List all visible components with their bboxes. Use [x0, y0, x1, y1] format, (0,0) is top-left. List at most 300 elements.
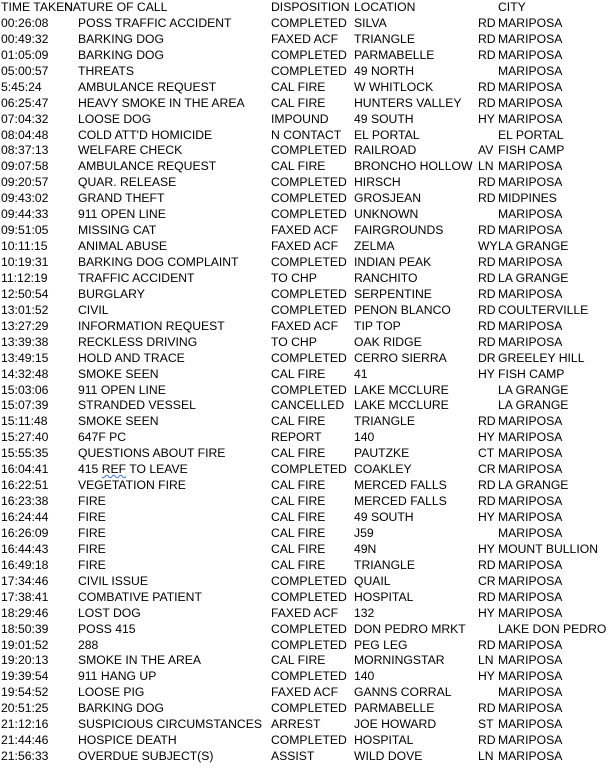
street-suffix: RD [478, 589, 496, 604]
call-nature: COMBATIVE PATIENT [78, 589, 202, 604]
call-city: LA GRANGE [498, 398, 569, 413]
call-disposition: FAXED ACF [271, 685, 339, 700]
table-row [0, 701, 614, 717]
call-time: 11:12:19 [1, 270, 48, 285]
street-suffix: LN [478, 653, 494, 668]
call-nature: 911 OPEN LINE [78, 382, 166, 397]
call-city: MARIPOSA [498, 159, 563, 174]
street-suffix: RD [478, 478, 496, 493]
table-row [0, 414, 614, 430]
street-suffix: RD [478, 270, 496, 285]
call-location: TIP TOP [354, 318, 401, 333]
call-nature: POSS TRAFFIC ACCIDENT [78, 15, 232, 30]
call-time: 18:50:39 [1, 621, 49, 636]
call-location: 49 SOUTH [354, 111, 414, 126]
call-disposition: TO CHP [271, 334, 317, 349]
call-disposition: COMPLETED [271, 621, 347, 636]
call-nature: WELFARE CHECK [78, 143, 183, 158]
call-disposition: COMPLETED [271, 286, 347, 301]
call-nature: 415 REF TO LEAVE [78, 462, 188, 477]
call-nature: OVERDUE SUBJECT(S) [78, 749, 214, 764]
table-row [0, 255, 614, 271]
call-time: 21:12:16 [1, 717, 49, 732]
call-nature: THREATS [78, 63, 134, 78]
call-nature: VEGETATION FIRE [78, 478, 186, 493]
call-disposition: COMPLETED [271, 382, 347, 397]
call-disposition: CAL FIRE [271, 79, 326, 94]
call-location: HIRSCH [354, 175, 401, 190]
call-time: 13:27:29 [1, 318, 49, 333]
call-time: 09:51:05 [1, 223, 49, 238]
call-location: J59 [354, 525, 374, 540]
call-location: PEG LEG [354, 637, 408, 652]
call-time: 06:25:47 [1, 95, 49, 110]
street-suffix: RD [478, 47, 496, 62]
call-city: LA GRANGE [498, 270, 569, 285]
call-time: 16:22:51 [1, 478, 49, 493]
call-time: 05:00:57 [1, 63, 49, 78]
header-location: LOCATION [354, 0, 416, 14]
call-time: 09:43:02 [1, 191, 49, 206]
table-row [0, 303, 614, 319]
call-location: W WHITLOCK [354, 79, 434, 94]
call-time: 16:26:09 [1, 525, 49, 540]
call-time: 07:04:32 [1, 111, 49, 126]
call-location: 132 [354, 605, 375, 620]
table-row [0, 398, 614, 414]
call-nature: ANIMAL ABUSE [78, 239, 167, 254]
table-row [0, 239, 614, 255]
call-location: 140 [354, 669, 375, 684]
table-row [0, 638, 614, 654]
call-city: LAKE DON PEDRO [498, 621, 607, 636]
table-row [0, 319, 614, 335]
street-suffix: RD [478, 175, 496, 190]
table-row [0, 80, 614, 96]
call-location: 49N [354, 541, 377, 556]
call-time: 00:49:32 [1, 31, 49, 46]
street-suffix: RD [478, 31, 496, 46]
call-disposition: COMPLETED [271, 255, 347, 269]
table-row [0, 446, 614, 462]
call-nature: FIRE [78, 557, 106, 572]
call-location: PAUTZKE [354, 446, 410, 461]
call-nature: SMOKE SEEN [78, 366, 159, 381]
table-row [0, 143, 614, 159]
table-row [0, 48, 614, 64]
call-nature: LOST DOG [78, 605, 141, 620]
call-city: MARIPOSA [498, 79, 563, 94]
call-nature: FIRE [78, 494, 106, 509]
call-location: PARMABELLE [354, 47, 435, 62]
street-suffix: CR [478, 462, 496, 477]
call-nature: BURGLARY [78, 286, 145, 301]
call-nature: 288 [78, 637, 99, 652]
call-disposition: CAL FIRE [271, 159, 326, 174]
call-time: 16:23:38 [1, 494, 49, 509]
street-suffix: ST [478, 717, 494, 732]
call-time: 08:37:13 [1, 143, 49, 158]
table-row [0, 542, 614, 558]
call-time: 21:56:33 [1, 749, 49, 764]
header-city: CITY [498, 0, 526, 14]
call-nature: LOOSE DOG [78, 111, 152, 126]
street-suffix: RD [478, 414, 496, 429]
call-time: 09:07:58 [1, 159, 49, 174]
call-nature: BARKING DOG [78, 47, 165, 62]
call-location: TRIANGLE [354, 414, 415, 429]
table-row [0, 207, 614, 223]
call-city: MARIPOSA [498, 175, 563, 190]
call-disposition: COMPLETED [271, 143, 347, 158]
call-nature: 911 HANG UP [78, 669, 157, 684]
street-suffix: CR [478, 573, 496, 588]
call-city: MARIPOSA [498, 95, 563, 110]
call-disposition: COMPLETED [271, 15, 347, 30]
call-nature: CIVIL ISSUE [78, 573, 148, 588]
table-row [0, 32, 614, 48]
street-suffix: HY [478, 605, 495, 620]
table-row [0, 717, 614, 733]
call-time: 14:32:48 [1, 366, 49, 381]
call-city: MARIPOSA [498, 653, 563, 668]
call-location: WILD DOVE [354, 749, 423, 764]
call-time: 19:20:13 [1, 653, 49, 668]
call-disposition: COMPLETED [271, 63, 347, 78]
street-suffix: RD [478, 302, 496, 317]
table-row [0, 669, 614, 685]
call-time: 19:01:52 [1, 637, 49, 652]
call-nature: AMBULANCE REQUEST [78, 79, 217, 94]
call-disposition: COMPLETED [271, 47, 347, 62]
table-row [0, 749, 614, 765]
street-suffix: RD [478, 334, 496, 349]
call-nature: AMBULANCE REQUEST [78, 159, 217, 174]
call-city: MARIPOSA [498, 701, 563, 716]
call-disposition: ASSIST [271, 749, 315, 764]
call-city: MARIPOSA [498, 557, 563, 572]
call-nature: SUSPICIOUS CIRCUMSTANCES [78, 717, 262, 732]
call-time: 21:44:46 [1, 733, 49, 748]
call-nature: FIRE [78, 541, 106, 556]
table-row [0, 653, 614, 669]
call-time: 15:27:40 [1, 430, 49, 445]
call-disposition: FAXED ACF [271, 318, 339, 333]
call-city: MARIPOSA [498, 685, 563, 700]
call-disposition: CAL FIRE [271, 557, 326, 572]
call-city: LA GRANGE [498, 478, 569, 493]
call-city: LA GRANGE [498, 382, 569, 397]
table-row [0, 733, 614, 749]
street-suffix: RD [478, 733, 496, 748]
street-suffix: RD [478, 286, 496, 301]
street-suffix: HY [478, 541, 495, 556]
call-location: SERPENTINE [354, 286, 432, 301]
street-suffix: HY [478, 669, 495, 684]
header-nature: NATURE OF CALL [64, 0, 168, 14]
call-time: 19:39:54 [1, 669, 49, 684]
call-city: MARIPOSA [498, 637, 563, 652]
call-location: BRONCHO HOLLOW [354, 159, 473, 174]
call-time: 10:19:31 [1, 255, 49, 269]
street-suffix: RD [478, 701, 496, 716]
call-time: 15:55:35 [1, 446, 49, 461]
table-row [0, 351, 614, 367]
call-disposition: COMPLETED [271, 733, 347, 748]
call-city: MARIPOSA [498, 510, 563, 524]
call-disposition: CAL FIRE [271, 525, 326, 540]
call-location: DON PEDRO MRKT [354, 621, 466, 636]
call-location: SILVA [354, 15, 387, 30]
street-suffix: HY [478, 111, 495, 126]
call-location: LAKE MCCLURE [354, 382, 449, 397]
call-city: MARIPOSA [498, 318, 563, 333]
call-disposition: COMPLETED [271, 701, 347, 716]
call-city: MIDPINES [498, 191, 557, 206]
call-disposition: COMPLETED [271, 191, 347, 206]
call-nature: SMOKE SEEN [78, 414, 159, 429]
call-location: GROSJEAN [354, 191, 422, 206]
call-nature: POSS 415 [78, 621, 136, 636]
street-suffix: RD [478, 637, 496, 652]
call-disposition: COMPLETED [271, 462, 347, 477]
call-nature: GRAND THEFT [78, 191, 165, 206]
call-city: FISH CAMP [498, 366, 565, 381]
call-disposition: CAL FIRE [271, 478, 326, 493]
call-location: RANCHITO [354, 270, 418, 285]
call-rows [0, 16, 614, 765]
table-row [0, 175, 614, 191]
call-disposition: COMPLETED [271, 589, 347, 604]
call-time: 12:50:54 [1, 286, 49, 301]
call-city: MARIPOSA [498, 207, 563, 222]
call-location: CERRO SIERRA [354, 350, 447, 365]
call-nature: BARKING DOG COMPLAINT [78, 255, 239, 269]
table-row [0, 159, 614, 175]
call-location: JOE HOWARD [354, 717, 437, 732]
call-nature: FIRE [78, 525, 106, 540]
call-nature: HEAVY SMOKE IN THE AREA [78, 95, 245, 110]
call-city: MARIPOSA [498, 669, 563, 684]
call-disposition: COMPLETED [271, 350, 347, 365]
call-city: MARIPOSA [498, 111, 563, 126]
table-row [0, 191, 614, 207]
call-nature: QUESTIONS ABOUT FIRE [78, 446, 226, 461]
call-time: 13:39:38 [1, 334, 49, 349]
call-location: MERCED FALLS [354, 494, 447, 509]
call-location: 49 NORTH [354, 63, 415, 78]
call-time: 08:04:48 [1, 127, 49, 142]
call-city: MARIPOSA [498, 446, 563, 461]
call-city: MARIPOSA [498, 15, 563, 30]
call-city: MARIPOSA [498, 255, 563, 269]
table-row [0, 287, 614, 303]
street-suffix: RD [478, 191, 496, 206]
table-row [0, 128, 614, 144]
call-city: MARIPOSA [498, 334, 563, 349]
table-row [0, 574, 614, 590]
call-disposition: IMPOUND [271, 111, 329, 126]
call-disposition: FAXED ACF [271, 605, 339, 620]
call-time: 09:44:33 [1, 207, 49, 222]
call-nature: LOOSE PIG [78, 685, 145, 700]
call-city: LA GRANGE [498, 239, 569, 254]
street-suffix: CT [478, 446, 495, 461]
call-time: 09:20:57 [1, 175, 49, 190]
street-suffix: HY [478, 430, 495, 445]
table-row [0, 510, 614, 526]
call-city: MARIPOSA [498, 733, 563, 748]
call-time: 10:11:15 [1, 239, 48, 254]
call-location: QUAIL [354, 573, 391, 588]
call-nature: BARKING DOG [78, 31, 165, 46]
call-location: UNKNOWN [354, 207, 419, 222]
call-time: 13:01:52 [1, 302, 49, 317]
call-city: EL PORTAL [498, 127, 564, 142]
call-time: 13:49:15 [1, 350, 49, 365]
call-location: MERCED FALLS [354, 478, 447, 493]
street-suffix: RD [478, 255, 496, 269]
call-nature: 911 OPEN LINE [78, 207, 166, 222]
call-disposition: ARREST [271, 717, 321, 732]
call-nature: HOSPICE DEATH [78, 733, 177, 748]
street-suffix: RD [478, 79, 496, 94]
table-row [0, 383, 614, 399]
call-nature: TRAFFIC ACCIDENT [78, 270, 195, 285]
call-time: 16:44:43 [1, 541, 49, 556]
call-time: 19:54:52 [1, 685, 49, 700]
call-disposition: TO CHP [271, 270, 317, 285]
header-disposition: DISPOSITION [271, 0, 350, 14]
call-disposition: N CONTACT [271, 127, 342, 142]
call-disposition: COMPLETED [271, 175, 347, 190]
table-row [0, 64, 614, 80]
call-location: PENON BLANCO [354, 302, 451, 317]
call-disposition: CAL FIRE [271, 366, 326, 381]
call-time: 15:03:06 [1, 382, 49, 397]
header-time: TIME TAKEN [1, 0, 74, 14]
call-city: FISH CAMP [498, 143, 565, 158]
street-suffix: LN [478, 159, 494, 174]
call-disposition: CAL FIRE [271, 494, 326, 509]
street-suffix: AV [478, 143, 494, 158]
table-row [0, 462, 614, 478]
call-location: 41 [354, 366, 368, 381]
call-location: ZELMA [354, 239, 395, 254]
call-location: COAKLEY [354, 462, 412, 477]
table-row [0, 606, 614, 622]
call-nature: INFORMATION REQUEST [78, 318, 225, 333]
call-city: MARIPOSA [498, 31, 563, 46]
call-city: MARIPOSA [498, 605, 563, 620]
call-nature: FIRE [78, 510, 106, 524]
table-row [0, 526, 614, 542]
call-time: 16:49:18 [1, 557, 49, 572]
table-row [0, 558, 614, 574]
call-time: 18:29:46 [1, 605, 49, 620]
street-suffix: RD [478, 15, 496, 30]
street-suffix: RD [478, 95, 496, 110]
call-city: MARIPOSA [498, 749, 563, 764]
call-time: 5:45:24 [1, 79, 42, 94]
call-disposition: CAL FIRE [271, 653, 326, 668]
call-location: PARMABELLE [354, 701, 435, 716]
table-row [0, 271, 614, 287]
table-row [0, 16, 614, 32]
call-nature: BARKING DOG [78, 701, 165, 716]
call-location: OAK RIDGE [354, 334, 422, 349]
table-row [0, 590, 614, 606]
call-location: HUNTERS VALLEY [354, 95, 462, 110]
call-location: MORNINGSTAR [354, 653, 445, 668]
call-disposition: CAL FIRE [271, 510, 326, 524]
table-row [0, 685, 614, 701]
street-suffix: RD [478, 223, 496, 238]
call-city: MARIPOSA [498, 223, 563, 238]
call-time: 16:04:41 [1, 462, 49, 477]
street-suffix: RD [478, 557, 496, 572]
table-row [0, 430, 614, 446]
call-nature: QUAR. RELEASE [78, 175, 177, 190]
call-time: 20:51:25 [1, 701, 49, 716]
call-location: 140 [354, 430, 375, 445]
table-row [0, 335, 614, 351]
call-disposition: FAXED ACF [271, 223, 339, 238]
call-location: FAIRGROUNDS [354, 223, 444, 238]
call-location: TRIANGLE [354, 557, 415, 572]
table-row [0, 223, 614, 239]
call-disposition: CAL FIRE [271, 541, 326, 556]
call-disposition: COMPLETED [271, 207, 347, 222]
table-row [0, 367, 614, 383]
call-city: MARIPOSA [498, 525, 563, 540]
table-row [0, 494, 614, 510]
call-disposition: CAL FIRE [271, 414, 326, 429]
call-city: GREELEY HILL [498, 350, 585, 365]
call-disposition: FAXED ACF [271, 239, 339, 254]
call-disposition: COMPLETED [271, 669, 347, 684]
call-disposition: CAL FIRE [271, 446, 326, 461]
street-suffix: RD [478, 318, 496, 333]
call-nature: HOLD AND TRACE [78, 350, 185, 365]
table-row [0, 96, 614, 112]
call-time: 01:05:09 [1, 47, 49, 62]
call-city: MARIPOSA [498, 589, 563, 604]
call-disposition: COMPLETED [271, 637, 347, 652]
call-nature: RECKLESS DRIVING [78, 334, 198, 349]
call-disposition: FAXED ACF [271, 31, 339, 46]
call-disposition: COMPLETED [271, 302, 347, 317]
header-row [0, 0, 614, 16]
call-time: 17:38:41 [1, 589, 49, 604]
call-disposition: COMPLETED [271, 573, 347, 588]
call-city: MARIPOSA [498, 47, 563, 62]
call-nature: CIVIL [78, 302, 109, 317]
call-nature: COLD ATT'D HOMICIDE [78, 127, 213, 142]
call-nature: MISSING CAT [78, 223, 157, 238]
call-city: MARIPOSA [498, 462, 563, 477]
street-suffix: RD [478, 494, 496, 509]
call-time: 17:34:46 [1, 573, 49, 588]
call-city: MARIPOSA [498, 717, 563, 732]
call-city: MARIPOSA [498, 286, 563, 301]
call-nature: 647F PC [78, 430, 127, 445]
call-time: 15:07:39 [1, 398, 49, 413]
call-location: TRIANGLE [354, 31, 415, 46]
call-time: 16:24:44 [1, 510, 49, 524]
street-suffix: LN [478, 749, 494, 764]
call-disposition: REPORT [271, 430, 322, 445]
